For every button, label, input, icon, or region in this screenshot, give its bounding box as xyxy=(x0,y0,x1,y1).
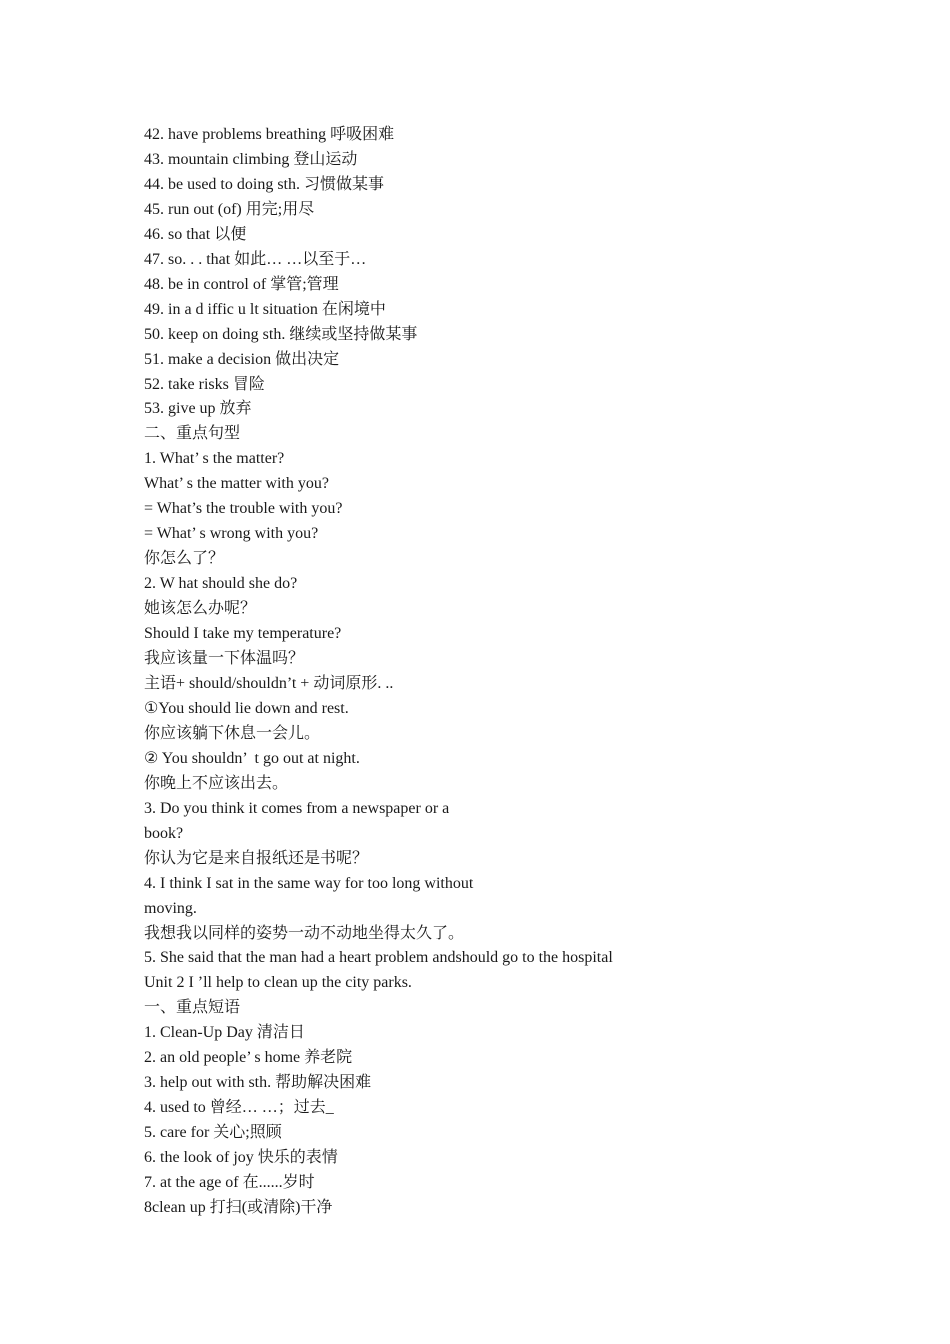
text-line: 你认为它是来自报纸还是书呢？ xyxy=(144,849,369,867)
text-line: 51. make a decision 做出决定 xyxy=(144,350,340,368)
text-line: ② You shouldn’ t go out at night. xyxy=(144,749,360,767)
text-line: 她该怎么办呢？ xyxy=(144,600,257,618)
text-line: 3. Do you think it comes from a newspaper or a xyxy=(144,799,450,817)
text-line: 53. give up 放弃 xyxy=(144,400,252,418)
text-line: 45. run out (of) 用完;用尽 xyxy=(144,200,315,218)
text-line: What’ s the matter with you? xyxy=(144,475,329,493)
text-line: 1. Clean-Up Day 清洁日 xyxy=(144,1024,305,1042)
text-line: 47. so. . . that 如此… …以至于… xyxy=(144,250,367,268)
text-line: 2. W hat should she do? xyxy=(144,575,298,593)
text-line: 8clean up 打扫(或清除)干净 xyxy=(144,1198,333,1216)
text-line: 你怎么了？ xyxy=(144,550,225,568)
text-line: 我应该量一下体温吗？ xyxy=(144,650,305,668)
text-line: 4. I think I sat in the same way for too long without xyxy=(144,874,474,892)
text-line: moving. xyxy=(144,899,197,917)
text-line: 48. be in control of 掌管;管理 xyxy=(144,275,339,293)
text-line: 5. care for 关心;照顾 xyxy=(144,1124,282,1142)
text-line: 46. so that 以便 xyxy=(144,225,247,243)
text-line: book? xyxy=(144,824,184,842)
text-line: 2. an old people’ s home 养老院 xyxy=(144,1049,353,1067)
text-line: 你应该躺下休息一会儿。 xyxy=(144,724,321,742)
text-line: 7. at the age of 在......岁时 xyxy=(144,1174,315,1192)
text-line: Should I take my temperature? xyxy=(144,625,342,643)
unit-title: Unit 2 I ’ll help to clean up the city parks. xyxy=(144,974,412,992)
document-body xyxy=(144,123,844,1221)
text-line: 42. have problems breathing 呼吸困难 xyxy=(144,126,395,143)
text-line: 3. help out with sth. 帮助解决困难 xyxy=(144,1074,372,1092)
text-line: = What’s the trouble with you? xyxy=(144,500,343,518)
text-line: = What’ s wrong with you? xyxy=(144,525,319,543)
text-line: 我想我以同样的姿势一动不动地坐得太久了。 xyxy=(144,924,465,942)
text-line: 6. the look of joy 快乐的表情 xyxy=(144,1149,338,1167)
text-line: 52. take risks 冒险 xyxy=(144,375,265,393)
text-line: 49. in a d iffic u lt situation 在闲境中 xyxy=(144,300,386,318)
section-heading: 一、重点短语 xyxy=(144,999,241,1017)
text-line: ①You should lie down and rest. xyxy=(144,699,349,717)
text-line: 主语+ should/shouldn’t + 动词原形. .. xyxy=(144,674,394,692)
text-line: 5. She said that the man had a heart problem andshould go to the hospital xyxy=(144,949,613,967)
text-line: 43. mountain climbing 登山运动 xyxy=(144,150,358,168)
section-heading: 二、重点句型 xyxy=(144,425,241,443)
text-line: 44. be used to doing sth. 习惯做某事 xyxy=(144,175,384,193)
text-line: 1. What’ s the matter? xyxy=(144,450,285,468)
text-line: 你晚上不应该出去。 xyxy=(144,774,289,792)
text-line: 50. keep on doing sth. 继续或坚持做某事 xyxy=(144,325,418,343)
text-line: 4. used to 曾经… …；过去_ xyxy=(144,1099,334,1117)
